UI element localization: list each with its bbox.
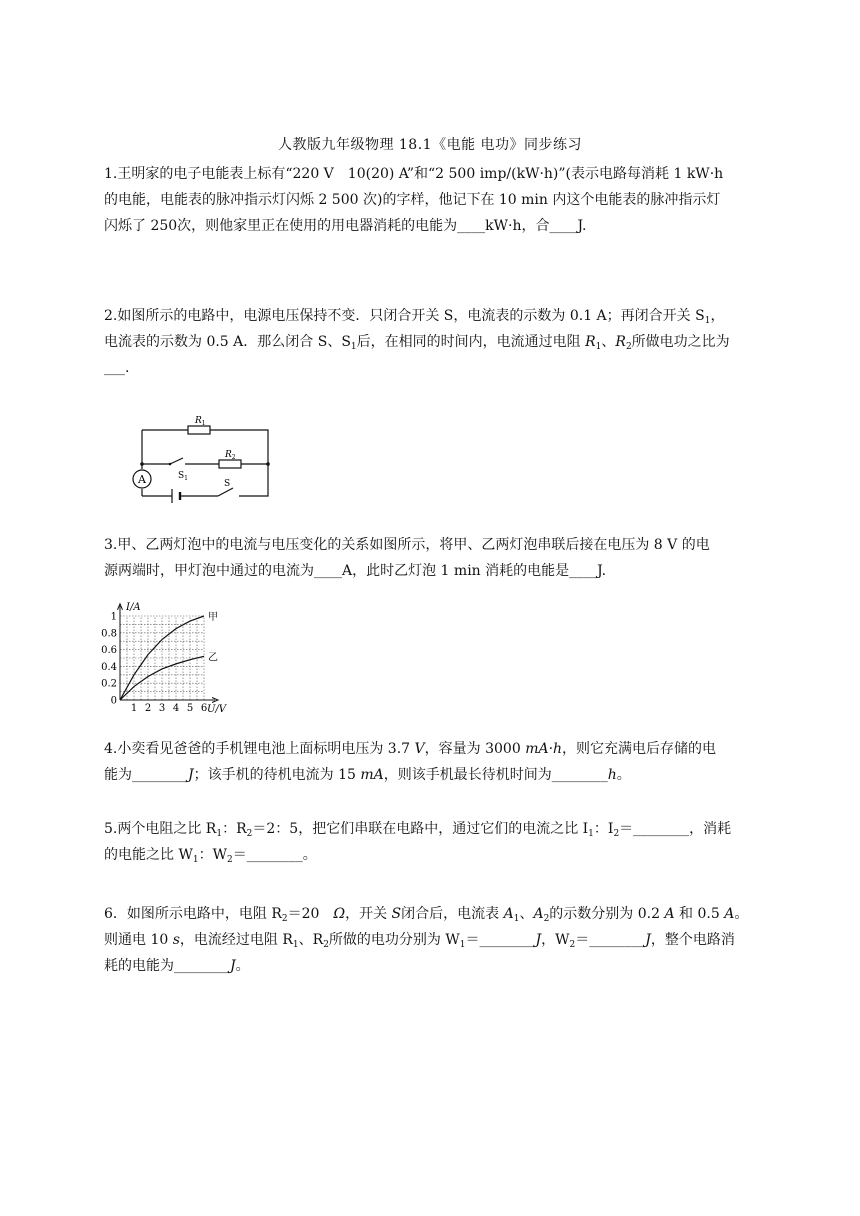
series-label-2: 乙 bbox=[208, 652, 218, 664]
x-tick-label: 6 bbox=[200, 703, 208, 714]
question-4 bbox=[104, 736, 758, 788]
battery-symbol bbox=[172, 489, 180, 503]
series-label-1: 甲 bbox=[208, 612, 218, 623]
question-6-line-3: 耗的电能为________J。 bbox=[104, 958, 250, 974]
question-1-line-2: 的电能，电能表的脉冲指示灯闪烁 2 500 次)的字样，他记下在 10 min 内这个电能表的脉冲指示灯 bbox=[104, 192, 721, 208]
question-3-line-1: 3.甲、乙两灯泡中的电流与电压变化的关系如图所示，将甲、乙两灯泡串联后接在电压为 8 V 的电 bbox=[104, 537, 710, 553]
x-tick-label: 2 bbox=[144, 703, 152, 714]
x-tick-label: 3 bbox=[158, 703, 166, 714]
x-tick-label: 5 bbox=[186, 703, 194, 714]
y-tick-label: 0.8 bbox=[101, 628, 117, 640]
question-2-line-1: 2.如图所示的电路中，电源电压保持不变．只闭合开关 S，电流表的示数为 0.1 A；再闭合开关 $S_1$， bbox=[104, 308, 725, 326]
question-4-line-2: 能为________J；该手机的待机电流为 15 mA，则该手机最长待机时间为________h。 bbox=[104, 767, 631, 783]
r2-label: $R_2$ bbox=[225, 450, 236, 461]
question-5 bbox=[104, 816, 758, 868]
question-2 bbox=[104, 303, 758, 381]
question-6 bbox=[104, 901, 758, 979]
y-axis-label: I/A bbox=[126, 601, 141, 613]
switch-s1-pivot bbox=[169, 463, 172, 466]
junction-right bbox=[266, 462, 270, 466]
y-tick-label: 0.2 bbox=[101, 678, 117, 690]
question-5-line-1: 5.两个电阻之比 $R_1$：$R_2=2$：5，把它们串联在电路中，通过它们的电流之比 $I_1$：$I_2=\_\_\_\_\_\_\_\_$，消耗 bbox=[104, 821, 732, 839]
ammeter-label: A bbox=[138, 473, 146, 486]
question-4-line-1: 4.小奕看见爸爸的手机锂电池上面标明电压为 3.7 V，容量为 3000 mA·h，则它充满电后存储的电 bbox=[104, 741, 717, 757]
question-2-line-3: ___. bbox=[104, 360, 130, 376]
y-tick-label: 0 bbox=[110, 695, 117, 707]
x-tick-label: 1 bbox=[130, 703, 138, 714]
iu-chart bbox=[100, 600, 240, 720]
question-1 bbox=[104, 161, 758, 239]
circuit-diagram bbox=[125, 412, 275, 502]
question-6-line-2: 则通电 10 s，电流经过电阻 $R_1$、$R_2$所做的电功分别为 $W_1=\_\_\_\_\_\_\_\_J$，$W_2=\_\_\_\_\_\_\_\_J$，整个电路消 bbox=[104, 932, 735, 950]
x-tick-label: 4 bbox=[172, 703, 180, 714]
page-title: 人教版九年级物理 18.1《电能 电功》同步练习 bbox=[277, 137, 583, 153]
s1-label: $S_1$ bbox=[178, 471, 188, 482]
question-5-line-2: 的电能之比 $W_1$：$W_2=\_\_\_\_\_\_\_\_$。 bbox=[104, 847, 317, 865]
r1-label: $R_1$ bbox=[195, 416, 206, 427]
y-tick-label: 1 bbox=[110, 611, 117, 623]
question-6-line-1: 6．如图所示电路中，电阻 $R_2=20$ Ω，开关 S闭合后，电流表 $A_1$、$A_2$的示数分别为 0.2 A 和 0.5 A。 bbox=[104, 906, 749, 924]
s-label: S bbox=[224, 479, 231, 489]
junction-left bbox=[140, 462, 144, 466]
question-2-line-2: 电流表的示数为 0.5 A．那么闭合 S、$S_1$后，在相同的时间内，电流通过电阻 $R_1$、$R_2$所做电功之比为 bbox=[104, 334, 730, 352]
resistor-r2 bbox=[219, 460, 241, 468]
y-tick-label: 0.4 bbox=[101, 661, 117, 673]
question-1-line-1: 1.王明家的电子电能表上标有“220 V 10(20) A”和“2 500 imp/(kW·h)”(表示电路每消耗 1 kW·h bbox=[104, 166, 724, 182]
question-1-line-3: 闪烁了 250次，则他家里正在使用的用电器消耗的电能为____kW·h，合____J. bbox=[104, 218, 587, 234]
question-3 bbox=[104, 532, 758, 584]
y-tick-label: 0.6 bbox=[101, 645, 117, 657]
resistor-r1 bbox=[188, 426, 210, 434]
x-axis-label: U/V bbox=[207, 704, 227, 715]
question-3-line-2: 源两端时，甲灯泡中通过的电流为____A，此时乙灯泡 1 min 消耗的电能是____J. bbox=[104, 563, 607, 579]
